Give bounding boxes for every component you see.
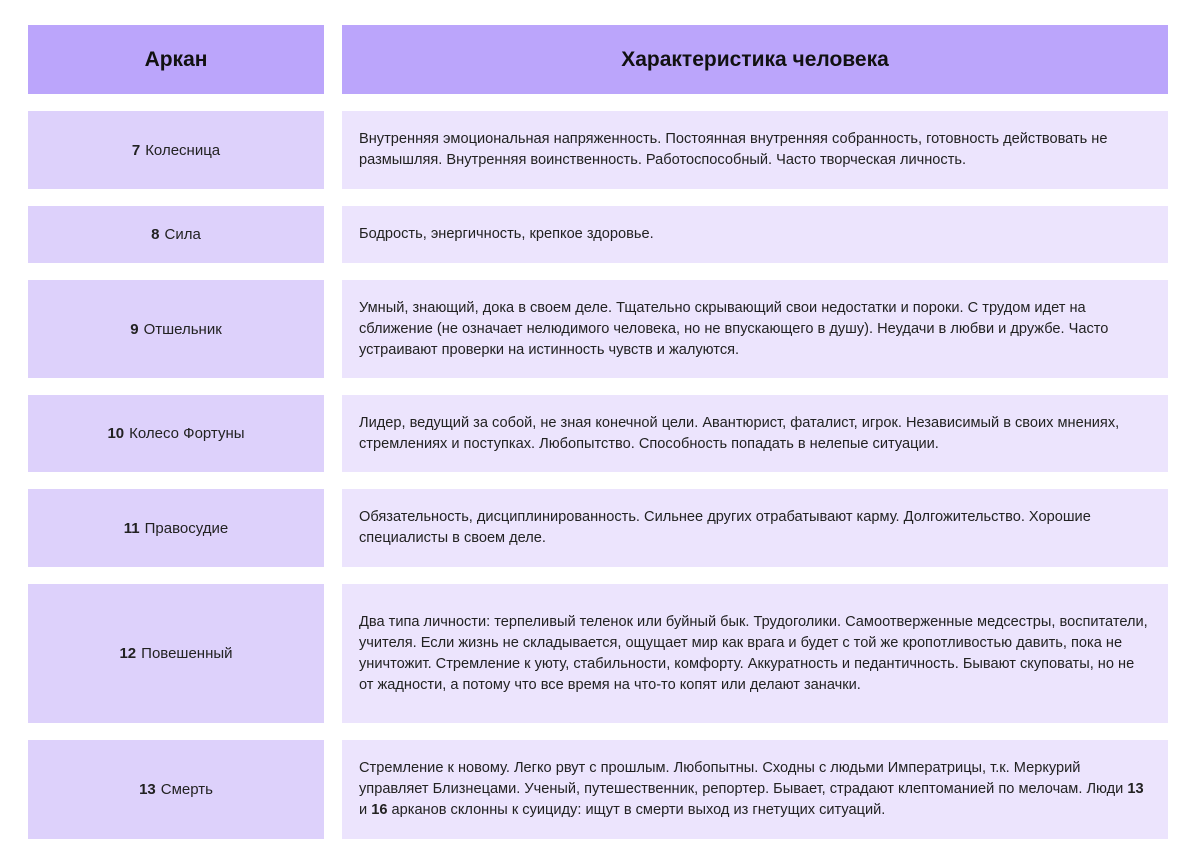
description-text: Стремление к новому. Легко рвут с прошлым. Любопытны. Сходны с людьми Императрицы, т.к. Меркурий управляет Близнецами. Ученый, путешественник, репортер. Бывает, страдают клептоманией по мелочам. Люди 13 и 16 арканов склонны к суициду: ищут в смерти выход из гнетущих ситуаций. bbox=[359, 760, 1144, 818]
arcan-number: 8 bbox=[151, 226, 160, 243]
arcan-name: Колесо Фортуны bbox=[129, 425, 245, 442]
header-characteristic-label: Характеристика человека bbox=[621, 47, 889, 71]
description-cell-10 bbox=[342, 395, 1168, 472]
description-text: Бодрость, энергичность, крепкое здоровье. bbox=[359, 226, 654, 242]
inline-number-13: 13 bbox=[1127, 781, 1144, 797]
arcan-number: 11 bbox=[123, 519, 140, 537]
header-characteristic bbox=[342, 25, 1168, 94]
description-cell-11 bbox=[342, 489, 1168, 567]
arcan-cell-8 bbox=[28, 206, 324, 263]
description-text: Обязательность, дисциплинированность. Сильнее других отрабатывают карму. Долгожительство. Хорошие специалисты в своем деле. bbox=[359, 509, 1091, 546]
description-cell-13 bbox=[342, 740, 1168, 839]
arcan-cell-9 bbox=[28, 280, 324, 378]
arcan-cell-13 bbox=[28, 740, 324, 839]
arcan-number: 7 bbox=[131, 141, 141, 159]
arcan-name: Смерть bbox=[160, 781, 213, 798]
description-cell-7 bbox=[342, 111, 1168, 189]
arcan-number: 10 bbox=[107, 425, 125, 442]
header-arcan bbox=[28, 25, 324, 94]
header-arcan-label: Аркан bbox=[144, 47, 208, 71]
arcan-cell-10 bbox=[28, 395, 324, 472]
description-text: Внутренняя эмоциональная напряженность. Постоянная внутренняя собранность, готовность действовать не размышляя. Внутренняя воинственность. Работоспособный. Часто творческая личность. bbox=[359, 131, 1108, 168]
arcan-name: Отшельник bbox=[143, 320, 222, 338]
description-text: Умный, знающий, дока в своем деле. Тщательно скрывающий свои недостатки и пороки. С трудом идет на сближение (не означает нелюдимого человека, но не впускающего в душу). Неудачи в любви и дружбе. Часто устраивают проверки на истинность чувств и жалуются. bbox=[359, 299, 1109, 358]
arcan-cell-12 bbox=[28, 584, 324, 723]
arcan-name: Сила bbox=[164, 226, 201, 243]
description-cell-9 bbox=[342, 280, 1168, 378]
arcan-name: Колесница bbox=[145, 141, 221, 159]
arcan-number: 9 bbox=[130, 320, 139, 338]
description-cell-8 bbox=[342, 206, 1168, 263]
arcan-name: Правосудие bbox=[144, 519, 229, 537]
inline-number-16: 16 bbox=[371, 802, 388, 818]
description-text: Лидер, ведущий за собой, не зная конечной цели. Авантюрист, фаталист, игрок. Независимый в своих мнениях, стремлениях и поступках. Любопытство. Способность попадать в нелепые ситуации. bbox=[359, 414, 1120, 452]
arcan-cell-7 bbox=[28, 111, 324, 189]
description-text: Два типа личности: терпеливый теленок или буйный бык. Трудоголики. Самоотверженные медсестры, воспитатели, учителя. Если жизнь не складывается, ощущает мир как врага и будет с той же кропотливостью давить, пока не уничтожит. Стремление к уюту, стабильности, комфорту. Аккуратность и педантичность. Бывают скуповаты, но не от жадности, а потому что все время на что-то копят или делают заначки. bbox=[359, 613, 1148, 693]
description-cell-12 bbox=[342, 584, 1168, 723]
arcan-number: 12 bbox=[119, 645, 137, 662]
arcan-cell-11 bbox=[28, 489, 324, 567]
arcan-name: Повешенный bbox=[141, 645, 233, 662]
arcan-number: 13 bbox=[139, 781, 156, 798]
